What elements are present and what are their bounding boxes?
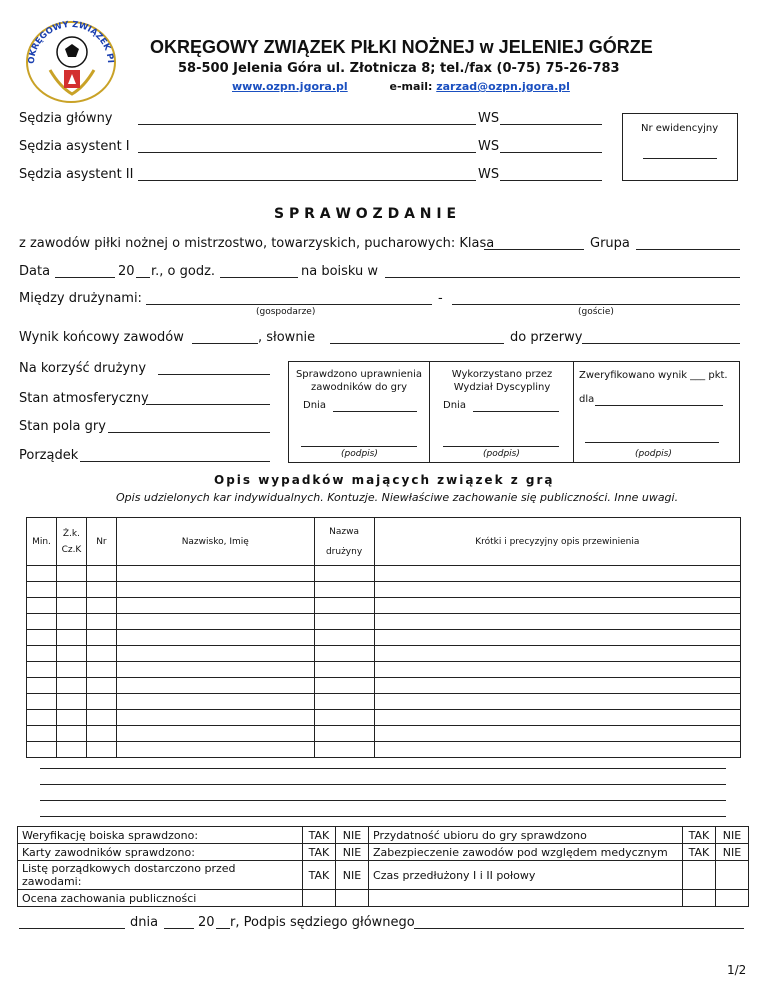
words-field[interactable] [330, 343, 504, 344]
incident-card[interactable] [56, 710, 86, 726]
check-extra-time: Czas przedłużony I i II połowy [369, 861, 683, 890]
incident-team[interactable] [314, 694, 374, 710]
incident-row [27, 630, 741, 646]
incident-name[interactable] [116, 630, 314, 646]
incident-min[interactable] [27, 646, 57, 662]
incident-nr[interactable] [86, 646, 116, 662]
competition-label: z zawodów piłki nożnej o mistrzostwo, towarzyskich, pucharowych: Klasa [19, 236, 495, 251]
id-number-label: Nr ewidencyjny [641, 123, 719, 134]
incident-team[interactable] [314, 710, 374, 726]
incidents-subtitle: Opis udzielonych kar indywidualnych. Kontuzje. Niewłaściwe zachowanie się publiczności. Inne uwagi. [116, 491, 679, 504]
email-label: e-mail: [389, 80, 433, 93]
incident-desc[interactable] [374, 646, 740, 662]
check-empty-yes[interactable] [682, 890, 715, 907]
incident-nr[interactable] [86, 710, 116, 726]
incident-desc[interactable] [374, 742, 740, 758]
incident-row [27, 646, 741, 662]
incident-nr[interactable] [86, 678, 116, 694]
incident-row [27, 710, 741, 726]
col-desc: Krótki i precyzyjny opis przewinienia [374, 518, 740, 566]
incident-row [27, 614, 741, 630]
incident-team[interactable] [314, 598, 374, 614]
checks-row [18, 844, 749, 861]
incident-desc[interactable] [374, 630, 740, 646]
incident-team[interactable] [314, 582, 374, 598]
main-referee-label: Sędzia główny [19, 111, 113, 126]
incident-nr[interactable] [86, 614, 116, 630]
incident-name[interactable] [116, 646, 314, 662]
check-cards: Karty zawodników sprawdzono: [18, 844, 303, 861]
incident-nr[interactable] [86, 726, 116, 742]
favor-label: Na korzyść drużyny [19, 361, 147, 376]
incident-nr[interactable] [86, 694, 116, 710]
report-title: S P R A W O Z D A N I E [274, 206, 457, 222]
incident-min[interactable] [27, 710, 57, 726]
incident-min[interactable] [27, 742, 57, 758]
result-label: Wynik końcowy zawodów [19, 330, 184, 345]
check-stewards: Listę porządkowych dostarczono przed zawodami: [18, 861, 303, 890]
incident-row [27, 662, 741, 678]
year-label: 20 [118, 264, 135, 279]
incident-row [27, 694, 741, 710]
verify-eligibility-sign-caption: (podpis) [341, 449, 378, 459]
incident-name[interactable] [116, 742, 314, 758]
halftime-label: do przerwy [510, 330, 583, 345]
host-caption: (gospodarze) [256, 307, 316, 317]
incident-row [27, 582, 741, 598]
words-label: , słownie [258, 330, 316, 345]
incident-row [27, 598, 741, 614]
incident-nr[interactable] [86, 662, 116, 678]
group-field[interactable] [636, 249, 740, 250]
org-address: 58-500 Jelenia Góra ul. Złotnicza 8; tel./fax (0-75) 75-26-783 [178, 61, 620, 76]
notes-line-3[interactable] [40, 800, 726, 801]
incident-team[interactable] [314, 662, 374, 678]
incident-name[interactable] [116, 598, 314, 614]
check-empty-no[interactable] [715, 890, 748, 907]
col-team-top: Nazwa [329, 526, 359, 537]
col-czk: Cz.K [61, 544, 82, 555]
footer-day-label: dnia [130, 915, 159, 930]
col-name: Nazwisko, Imię [116, 518, 314, 566]
check-stewards-yes[interactable]: TAK [302, 861, 335, 890]
col-cards [56, 518, 86, 566]
assistant2-label: Sędzia asystent II [19, 167, 134, 182]
id-number-box [622, 113, 738, 181]
host-team-field[interactable] [146, 304, 432, 305]
incident-team[interactable] [314, 646, 374, 662]
id-number-field[interactable] [643, 158, 717, 159]
assistant1-label: Sędzia asystent I [19, 139, 130, 154]
time-label: r., o godz. [151, 264, 216, 279]
result-verify-for-label: dla [579, 394, 595, 405]
assistant2-field[interactable] [138, 180, 476, 181]
incident-name[interactable] [116, 662, 314, 678]
checks-row [18, 827, 749, 844]
weather-label: Stan atmosferyczny [19, 391, 149, 406]
result-verify-title: Zweryfikowano wynik ___ pkt. [579, 370, 728, 381]
teams-dash: - [438, 291, 443, 306]
notes-line-1[interactable] [40, 768, 726, 769]
discipline-date-label: Dnia [443, 400, 466, 411]
check-extra-time-yes[interactable] [682, 861, 715, 890]
guest-team-field[interactable] [452, 304, 740, 305]
org-links [232, 80, 570, 93]
check-stewards-no[interactable]: NIE [335, 861, 368, 890]
incident-name[interactable] [116, 566, 314, 582]
check-audience: Ocena zachowania publiczności [18, 890, 303, 907]
result-field[interactable] [192, 343, 258, 344]
incident-desc[interactable] [374, 726, 740, 742]
incident-min[interactable] [27, 614, 57, 630]
check-medical: Zabezpieczenie zawodów pod względem medycznym [369, 844, 683, 861]
check-empty [369, 890, 683, 907]
assistant1-field[interactable] [138, 152, 476, 153]
svg-text:OKRĘGOWY ZWIĄZEK PIŁKI NOŻNEJ: OKRĘGOWY ZWIĄZEK PI [26, 19, 116, 65]
field-state-field[interactable] [108, 432, 270, 433]
discipline-date[interactable] [473, 411, 559, 412]
ws-field-3[interactable] [500, 180, 602, 181]
teams-label: Między drużynami: [19, 291, 142, 306]
incident-nr[interactable] [86, 742, 116, 758]
incident-team[interactable] [314, 614, 374, 630]
weather-field[interactable] [146, 404, 270, 405]
incident-card[interactable] [56, 582, 86, 598]
check-cards-yes[interactable]: TAK [302, 844, 335, 861]
check-outfit-yes[interactable]: TAK [682, 827, 715, 844]
verify-eligibility-title: Sprawdzono uprawnienia zawodników do gry [295, 369, 423, 393]
incident-desc[interactable] [374, 566, 740, 582]
check-pitch-yes[interactable]: TAK [302, 827, 335, 844]
order-field[interactable] [80, 461, 270, 462]
check-pitch-no[interactable]: NIE [335, 827, 368, 844]
year-field[interactable] [136, 277, 150, 278]
date-label: Data [19, 264, 51, 279]
incidents-header-row [27, 518, 741, 566]
incident-nr[interactable] [86, 566, 116, 582]
incident-desc[interactable] [374, 678, 740, 694]
group-label: Grupa [590, 236, 630, 251]
discipline-sign-caption: (podpis) [483, 449, 520, 459]
incident-min[interactable] [27, 662, 57, 678]
website-link[interactable]: www.ozpn.jgora.pl [232, 80, 348, 93]
verify-eligibility-date-label: Dnia [303, 400, 326, 411]
check-audience-yes[interactable] [302, 890, 335, 907]
check-extra-time-no[interactable] [715, 861, 748, 890]
check-pitch: Weryfikację boiska sprawdzono: [18, 827, 303, 844]
incident-team[interactable] [314, 566, 374, 582]
footer-year-field[interactable] [216, 928, 230, 929]
ws-field-1[interactable] [500, 124, 602, 125]
incident-row [27, 678, 741, 694]
incident-min[interactable] [27, 678, 57, 694]
incident-card[interactable] [56, 614, 86, 630]
incident-name[interactable] [116, 614, 314, 630]
email-link[interactable]: zarzad@ozpn.jgora.pl [436, 80, 570, 93]
incidents-title: Opis wypadków mających związek z grą [214, 473, 555, 487]
col-team-bottom: drużyny [325, 546, 363, 557]
incident-min[interactable] [27, 598, 57, 614]
incident-row [27, 726, 741, 742]
incident-card[interactable] [56, 630, 86, 646]
checks-row [18, 861, 749, 890]
incident-desc[interactable] [374, 614, 740, 630]
incident-desc[interactable] [374, 662, 740, 678]
incident-row [27, 742, 741, 758]
incident-row [27, 566, 741, 582]
incident-card[interactable] [56, 662, 86, 678]
incident-min[interactable] [27, 582, 57, 598]
incident-min[interactable] [27, 566, 57, 582]
incident-card[interactable] [56, 566, 86, 582]
incident-card[interactable] [56, 678, 86, 694]
verification-box [288, 361, 740, 463]
pitch-label: na boisku w [301, 264, 379, 279]
incident-min[interactable] [27, 694, 57, 710]
main-referee-field[interactable] [138, 124, 476, 125]
incident-desc[interactable] [374, 582, 740, 598]
verify-eligibility-date[interactable] [333, 411, 417, 412]
date-field[interactable] [55, 277, 115, 278]
incident-card[interactable] [56, 726, 86, 742]
incident-card[interactable] [56, 598, 86, 614]
result-verify-for[interactable] [595, 405, 723, 406]
logo [20, 12, 122, 104]
favor-field[interactable] [158, 374, 270, 375]
col-min: Min. [27, 518, 57, 566]
result-verify-sign[interactable] [585, 442, 719, 443]
ws-field-2[interactable] [500, 152, 602, 153]
check-medical-yes[interactable]: TAK [682, 844, 715, 861]
incident-team[interactable] [314, 726, 374, 742]
incident-name[interactable] [116, 694, 314, 710]
notes-line-2[interactable] [40, 784, 726, 785]
check-medical-no[interactable]: NIE [715, 844, 748, 861]
footer-year-label: 20 [198, 915, 215, 930]
incident-desc[interactable] [374, 694, 740, 710]
footer-place-field[interactable] [19, 928, 125, 929]
class-field[interactable] [484, 249, 584, 250]
check-audience-no[interactable] [335, 890, 368, 907]
checks-row [18, 890, 749, 907]
incident-name[interactable] [116, 582, 314, 598]
incident-team[interactable] [314, 742, 374, 758]
incident-nr[interactable] [86, 630, 116, 646]
incident-min[interactable] [27, 630, 57, 646]
incident-desc[interactable] [374, 710, 740, 726]
incident-team[interactable] [314, 678, 374, 694]
incident-nr[interactable] [86, 598, 116, 614]
ws-label-3: WS [478, 167, 500, 182]
page-number: 1/2 [727, 963, 747, 977]
ws-label-1: WS [478, 111, 500, 126]
ws-label-2: WS [478, 139, 500, 154]
result-verify-sign-caption: (podpis) [635, 449, 672, 459]
incident-card[interactable] [56, 742, 86, 758]
incident-team[interactable] [314, 630, 374, 646]
discipline-sign[interactable] [443, 446, 559, 447]
org-title: OKRĘGOWY ZWIĄZEK PIŁKI NOŻNEJ w JELENIEJ GÓRZE [150, 37, 653, 57]
incident-card[interactable] [56, 694, 86, 710]
guest-caption: (goście) [578, 307, 614, 317]
col-nr: Nr [86, 518, 116, 566]
field-label: Stan pola gry [19, 419, 106, 434]
check-outfit: Przydatność ubioru do gry sprawdzono [369, 827, 683, 844]
footer-day-field[interactable] [164, 928, 194, 929]
incident-card[interactable] [56, 646, 86, 662]
incident-min[interactable] [27, 726, 57, 742]
checks-table [17, 826, 749, 907]
footer-sign-field[interactable] [414, 928, 744, 929]
order-label: Porządek [19, 448, 79, 463]
incident-nr[interactable] [86, 582, 116, 598]
col-team [314, 518, 374, 566]
check-cards-no[interactable]: NIE [335, 844, 368, 861]
discipline-title: Wykorzystano przez Wydział Dyscypliny [451, 369, 553, 393]
col-zk: Ż.k. [62, 528, 80, 539]
verify-eligibility-sign[interactable] [301, 446, 417, 447]
incident-name[interactable] [116, 678, 314, 694]
footer-sign-label: r, Podpis sędziego głównego [230, 915, 415, 930]
incident-name[interactable] [116, 710, 314, 726]
halftime-field[interactable] [582, 343, 740, 344]
incidents-table [26, 517, 741, 758]
pitch-field[interactable] [385, 277, 740, 278]
incident-name[interactable] [116, 726, 314, 742]
incident-desc[interactable] [374, 598, 740, 614]
check-outfit-no[interactable]: NIE [715, 827, 748, 844]
time-field[interactable] [220, 277, 298, 278]
notes-line-4[interactable] [40, 816, 726, 817]
